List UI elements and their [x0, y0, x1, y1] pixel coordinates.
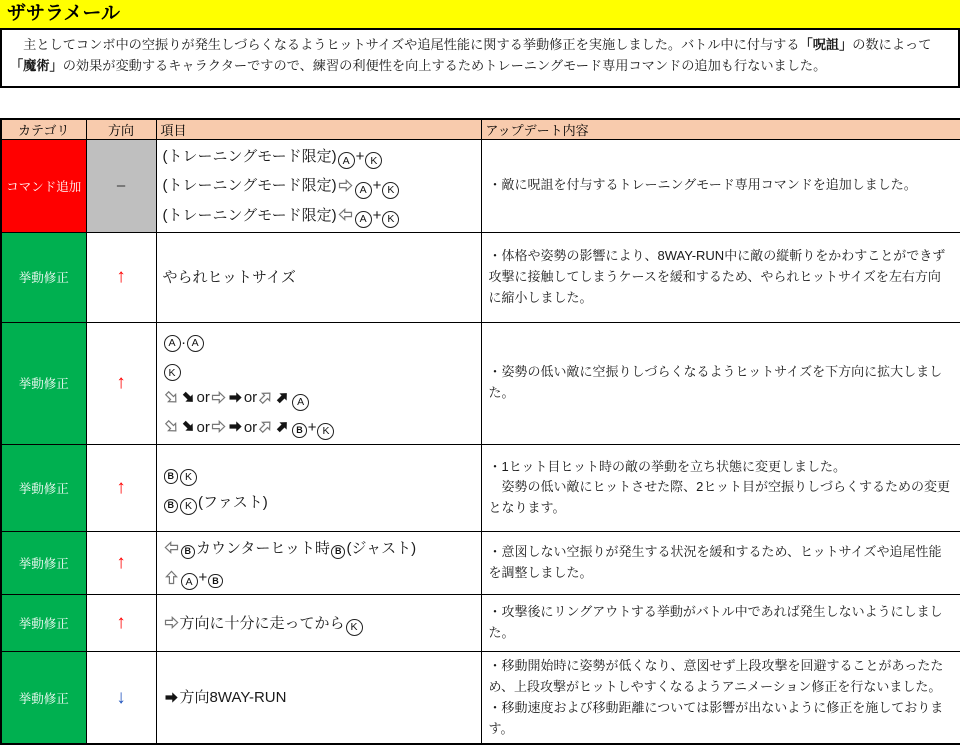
- button-a-icon: A: [187, 335, 204, 352]
- direction-up-cell: ↑: [86, 232, 156, 322]
- update-table-body: [1, 140, 960, 745]
- update-line: ・敵に呪詛を付与するトレーニングモード専用コマンドを追加しました。: [488, 177, 917, 193]
- item-line: [163, 459, 477, 488]
- item-text: (ジャスト): [346, 539, 417, 557]
- button-a-icon: A: [355, 182, 372, 199]
- button-a-icon: A: [164, 335, 181, 352]
- table-row: [1, 322, 960, 444]
- intro-box: [0, 30, 960, 88]
- update-line: ・移動開始時に姿勢が低くなり、意図せず上段攻撃を回避することがあったため、上段攻撃がヒットしやすくなるようアニメーション修正を行ないました。: [488, 658, 944, 695]
- item-line: [163, 354, 477, 383]
- table-row: [1, 444, 960, 531]
- direction-dash-cell: –: [86, 140, 156, 233]
- arrow-down-right-filled-icon: [181, 419, 196, 434]
- item-text: +: [307, 418, 317, 436]
- item-text: 方向に十分に走ってから: [179, 614, 345, 632]
- item-text: or: [243, 389, 258, 407]
- page-title-band: [0, 0, 960, 30]
- button-k-icon: K: [317, 423, 334, 440]
- button-b-hold-icon: B: [292, 423, 307, 438]
- item-line: [163, 413, 477, 442]
- item-text: +: [355, 148, 365, 165]
- button-k-icon: K: [346, 619, 363, 636]
- item-text: (ファスト): [198, 493, 268, 511]
- item-text: (トレーニングモード限定): [162, 177, 337, 195]
- item-cell: [156, 140, 481, 233]
- arrow-up-right-filled-icon: [275, 390, 290, 405]
- update-content-cell: [481, 444, 960, 531]
- item-cell: [156, 232, 481, 322]
- direction-up-cell: ↑: [86, 444, 156, 531]
- item-line: [163, 534, 477, 563]
- category-cell: コマンド追加: [1, 140, 86, 233]
- category-cell: 挙動修正: [1, 322, 86, 444]
- update-content-cell: [481, 652, 960, 745]
- arrow-right-hollow-icon: [338, 178, 353, 193]
- item-line: [163, 609, 477, 638]
- update-content-cell: [481, 140, 960, 233]
- item-text: (トレーニングモード限定): [162, 206, 337, 224]
- item-cell: [156, 595, 481, 652]
- button-k-icon: K: [180, 469, 197, 486]
- category-cell: 挙動修正: [1, 232, 86, 322]
- item-line: [163, 383, 477, 412]
- item-line: [163, 325, 477, 354]
- col-header-direction: 方向: [86, 119, 156, 140]
- item-line: [163, 563, 477, 592]
- button-a-icon: A: [338, 152, 355, 169]
- item-text: カウンターヒット時: [196, 539, 330, 557]
- item-cell: [156, 531, 481, 595]
- button-k-icon: K: [164, 364, 181, 381]
- update-line: ・移動速度および移動距離については影響が出ないように修正を施しております。: [488, 699, 944, 736]
- button-b-hold-icon: B: [208, 574, 223, 589]
- button-b-hold-icon: B: [164, 499, 179, 514]
- button-k-icon: K: [365, 152, 382, 169]
- update-line: ・体格や姿勢の影響により、8WAY-RUN中に敵の縦斬りをかわすことができず攻撃に接触してしまうケースを緩和するため、やられヒットサイズを左右方向に縮小しました。: [488, 248, 946, 305]
- update-table: [0, 118, 960, 745]
- arrow-down-right-filled-icon: [181, 390, 196, 405]
- button-k-icon: K: [180, 498, 197, 515]
- category-cell: 挙動修正: [1, 444, 86, 531]
- update-line: ・姿勢の低い敵に空振りしづらくなるようヒットサイズを下方向に拡大しました。: [488, 364, 943, 401]
- arrow-right-hollow-icon: [211, 419, 226, 434]
- item-cell: [156, 322, 481, 444]
- arrow-up-right-filled-icon: [275, 419, 290, 434]
- arrow-down-right-hollow-icon: [164, 419, 179, 434]
- table-header-row: [1, 119, 960, 140]
- page-title: ザサラメール: [7, 3, 121, 24]
- category-cell: 挙動修正: [1, 652, 86, 745]
- update-content-cell: [481, 595, 960, 652]
- item-text: or: [196, 418, 210, 436]
- item-text: or: [243, 418, 258, 436]
- direction-up-cell: ↑: [86, 322, 156, 444]
- category-cell: 挙動修正: [1, 595, 86, 652]
- button-k-icon: K: [382, 211, 399, 228]
- arrow-right-filled-icon: [228, 419, 243, 434]
- direction-up-cell: ↑: [86, 595, 156, 652]
- arrow-right-hollow-icon: [164, 615, 179, 630]
- table-row: [1, 531, 960, 595]
- update-line: ・意図しない空振りが発生する状況を緩和するため、ヒットサイズや追尾性能を調整しました。: [488, 544, 942, 580]
- item-text: やられヒットサイズ: [162, 268, 296, 286]
- item-text: +: [372, 177, 382, 195]
- button-b-hold-icon: B: [164, 469, 179, 484]
- button-a-icon: A: [355, 211, 372, 228]
- update-content-cell: [481, 531, 960, 595]
- item-text: +: [372, 206, 382, 224]
- item-text: .: [181, 330, 186, 348]
- table-row: [1, 652, 960, 745]
- col-header-category: カテゴリ: [1, 119, 86, 140]
- button-b-hold-icon: B: [181, 545, 196, 560]
- table-row: [1, 140, 960, 233]
- arrow-left-hollow-icon: [164, 540, 179, 555]
- arrow-right-filled-icon: [228, 390, 243, 405]
- table-row: [1, 232, 960, 322]
- item-line: [163, 263, 477, 292]
- button-b-hold-icon: B: [331, 545, 346, 560]
- update-content-cell: [481, 322, 960, 444]
- arrow-right-filled-icon: [164, 690, 179, 705]
- button-a-icon: A: [181, 573, 198, 590]
- col-header-item: 項目: [156, 119, 481, 140]
- direction-up-cell: ↑: [86, 531, 156, 595]
- button-k-icon: K: [382, 182, 399, 199]
- arrow-up-hollow-icon: [164, 570, 179, 585]
- arrow-right-hollow-icon: [211, 390, 226, 405]
- item-text: (トレーニングモード限定): [162, 148, 337, 165]
- item-line: [163, 171, 477, 200]
- intro-bold-term: 「魔術」: [10, 58, 63, 74]
- item-text: or: [196, 389, 210, 407]
- table-row: [1, 595, 960, 652]
- item-line: [163, 488, 477, 517]
- arrow-down-right-hollow-icon: [164, 390, 179, 405]
- category-cell: 挙動修正: [1, 531, 86, 595]
- item-cell: [156, 652, 481, 745]
- item-text: 方向8WAY-RUN: [179, 689, 287, 707]
- intro-segment: 主としてコンボ中の空振りが発生しづらくなるようヒットサイズや追尾性能に関する挙動修正を実施しました。バトル中に付与する: [10, 37, 800, 52]
- intro-segment: の数によって: [852, 37, 932, 52]
- item-line: [163, 683, 477, 712]
- item-cell: [156, 444, 481, 531]
- intro-segment: の効果が変動するキャラクターですので、練習の利便性を向上するためトレーニングモード専用コマンドの追加も行ないました。: [62, 58, 827, 74]
- intro-bold-term: 「呪詛」: [799, 37, 853, 52]
- update-line: 姿勢の低い敵にヒットさせた際、2ヒット目が空振りしづらくするための変更となります。: [488, 479, 950, 516]
- spacer: [0, 88, 960, 118]
- intro-text: [10, 37, 931, 73]
- item-line: [163, 142, 477, 171]
- item-text: +: [198, 569, 208, 586]
- arrow-left-hollow-icon: [338, 207, 353, 222]
- col-header-update: アップデート内容: [481, 119, 960, 140]
- update-line: ・1ヒット目ヒット時の敵の挙動を立ち状態に変更しました。: [488, 458, 846, 474]
- item-line: [163, 201, 477, 230]
- update-content-cell: [481, 232, 960, 322]
- button-a-icon: A: [292, 394, 309, 411]
- update-line: ・攻撃後にリングアウトする挙動がバトル中であれば発生しないようにしました。: [488, 604, 943, 641]
- direction-down-cell: ↓: [86, 652, 156, 745]
